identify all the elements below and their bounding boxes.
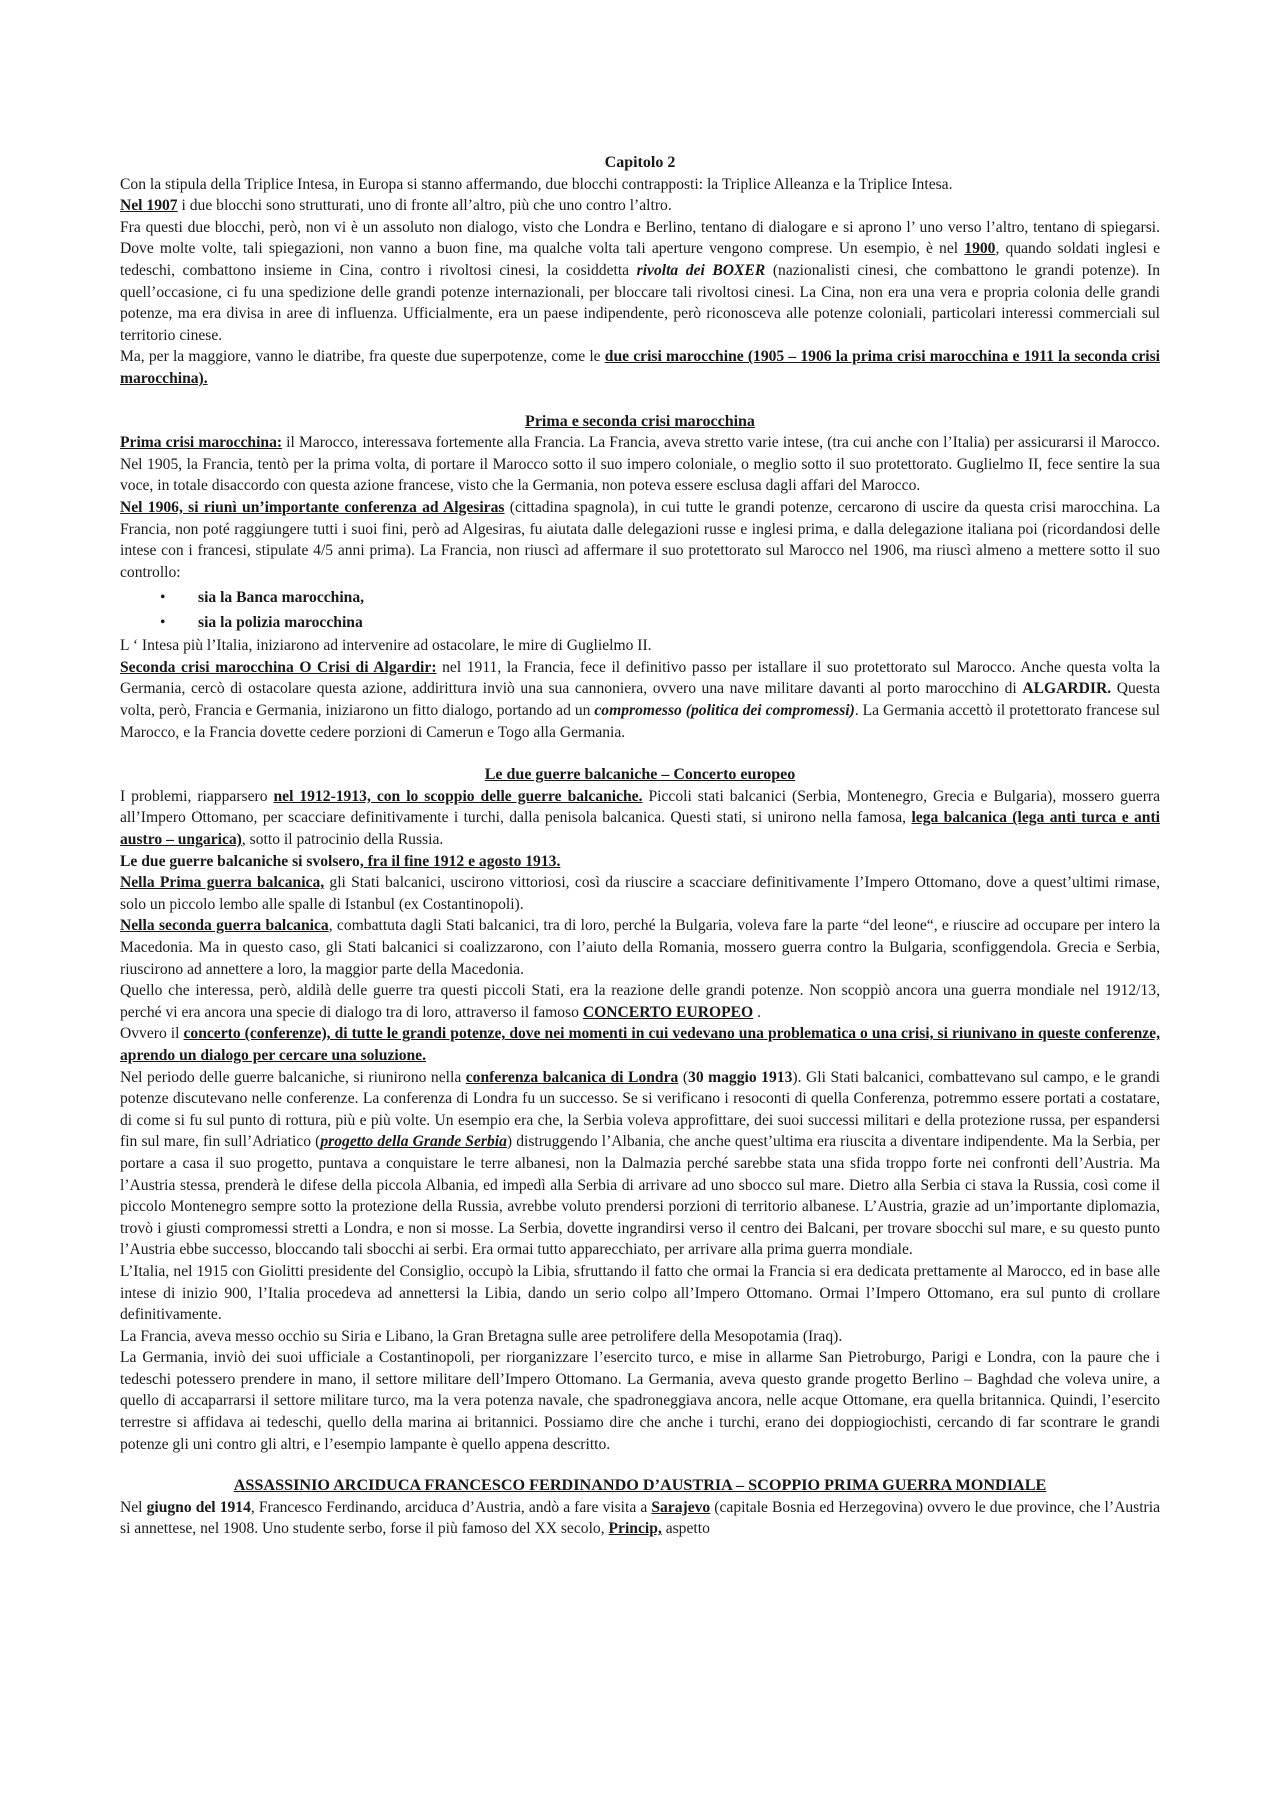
algesiras-paragraph: Nel 1906, si riunì un’importante conferenza ad Algesiras (cittadina spagnola), in cui tutte le grandi potenze, cercarono di uscire da questa crisi marocchina. La Francia, non poté raggiungere tutti i suoi fini, però ad Algesiras, fu aiutata dalle delegazioni russe e inglesi prima, e dalla delegazione italiana poi (ricordandosi delle intese con i francesi, stipulate 4/5 anni prima). La Francia, non riuscì ad affermare il suo protettorato sul Marocco nel 1906, ma riuscì almeno a mettere sotto il suo controllo: (120, 498, 1160, 581)
second-crisis-paragraph: Seconda crisi marocchina O Crisi di Algardir: nel 1911, la Francia, fece il definitivo passo per istallare il suo protettorato sul Marocco. Anche questa volta la Germania, cercò di ostacolare questa azione, addirittura inviò una sua cannoniera, ovvero una nave militare davanti al porto marocchino di ALGARDIR. Questa volta, però, Francia e Germania, iniziarono un fitto dialogo, portando ad un compromesso (politica dei compromessi). La Germania accettò il protettorato francese sul Marocco, e la Francia dovette cedere porzioni di Camerun e Togo alla Germania. (120, 658, 1160, 741)
compromise-term: compromesso (politica dei compromessi) (594, 702, 855, 720)
sarajevo: Sarajevo (651, 1498, 711, 1516)
intro-paragraph-3: Fra questi due blocchi, però, non vi è un assoluto non dialogo, visto che Londra e Berlino, tentano di dialogare e si aprono l’ uno verso l’altro, tentano di spiegarsi. Dove molte volte, tali spiegazioni, non vanno a buon fine, ma qualche volta tali aperture vengono comprese. Un esempio, è nel 1900, quando soldati inglesi e tedeschi, combattono insieme in Cina, contro i rivoltosi cinesi, la cosiddetta rivolta dei BOXER (nazionalisti cinesi, che combattono le grandi potenze). In quell’occasione, ci fu una spedizione delle grandi potenze internazionali, per bloccare tali rivoltosi cinesi. La Cina, non era una vera e propria colonia delle grandi potenze, ma era divisa in aree di influenza. Ufficialmente, era un paese indipendente, però riconosceva alle potenze coloniali, particolari interessi commerciali sul territorio cinese. (120, 218, 1161, 344)
year-1900: 1900 (964, 240, 996, 258)
balkan-league: lega balcanica (lega anti turca e anti austro – ungarica) (120, 809, 1161, 849)
port-algardir: ALGARDIR. (1022, 680, 1112, 698)
italy-libya-paragraph: L’Italia, nel 1915 con Giolitti presidente del Consiglio, occupò la Libia, sfruttando il fatto che ormai la Francia si era dedicata prettamente al Marocco, ed in base alle intese di inizio 900, l’Italia procedeva ad annettersi la Libia, dando un serio colpo all’Impero Ottomano. Ormai l’Impero Ottomano, era sul punto di crollare definitivamente. (120, 1262, 1160, 1324)
heading-moroccan-crises: Prima e seconda crisi marocchina (525, 412, 755, 430)
first-crisis-paragraph: Prima crisi marocchina: il Marocco, interessava fortemente alla Francia. La Francia, aveva stretto varie intese, (tra cui anche con l’Italia) per assicurarsi il Marocco. Nel 1905, la Francia, tentò per la prima volta, di portare il Marocco sotto il suo impero coloniale, o meglio sotto il suo protettorato. Guglielmo II, fece sentire la sua voce, in totale disaccordo con questa azione francese, visto che la Germania, non poteva essere esclusa dagli affari del Marocco. (120, 434, 1161, 495)
assassination-paragraph: Nel giugno del 1914, Francesco Ferdinando, arciduca d’Austria, andò a fare visita a Sarajevo (capitale Bosnia ed Herzegovina) ovvero le due province, che l’Austria si annettese, nel 1908. Uno studente serbo, forse il più famoso del XX secolo, Princip, aspetto (120, 1498, 1160, 1538)
second-crisis-label: Seconda crisi marocchina O Crisi di Algardir: (120, 658, 437, 676)
london-conference-paragraph: Nel periodo delle guerre balcaniche, si riunirono nella conferenza balcanica di Londra (30 maggio 1913). Gli Stati balcanici, combattevano sul campo, e le grandi potenze discutevano nelle conferenze. La conferenza di Londra fu un successo. Se si verificano i resoconti di quella Conferenza, potremmo essere portati a costatare, di come si fu sul punto di rottura, più e più volte. Un esempio era che, la Serbia voleva approfittare, dei suoi successi militari e della protezione russa, per espandersi fin sul mare, fin sull’Adriatico (progetto della Grande Serbia) distruggendo l’Albania, che anche quest’ultima era riuscita a diventare indipendente. Ma la Serbia, per portare a casa il suo progetto, puntava a conquistare le terre albanesi, non la Dalmazia perché sarebbe stata una sfida troppo forte nei confronti dell’Austria. Ma l’Austria stessa, prenderà le difese della piccola Albania, ed impedì alla Serbia di arrivare ad uno sbocco sul mare. Dietro alla Serbia ci stava la Russia, così come il piccolo Montenegro sempre sotto la protezione della Russia, avrebbe voluto prendersi porzioni di territorio albanese. L’Austria, grazie ad un’importante diplomazia, trovò i giusti compromessi stretti a Londra, e non si mosse. La Serbia, dovette ingrandirsi verso il centro dei Balcani, per trovare sbocchi sul mare, e su questo punto l’Austria ebbe successo, bloccando tali sbocchi ai serbi. Era ormai tutto apparecchiato, per arrivare alla prima guerra mondiale. (120, 1068, 1161, 1259)
list-item: • sia la polizia marocchina (120, 610, 1160, 635)
first-crisis-label: Prima crisi marocchina: (120, 434, 283, 452)
intesa-paragraph: L ‘ Intesa più l’Italia, iniziarono ad intervenire ad ostacolare, le mire di Guglielmo II. (120, 637, 652, 655)
first-balkan-war-paragraph: Nella Prima guerra balcanica, gli Stati balcanici, uscirono vittoriosi, così da riuscire a scacciare definitivamente l’Impero Ottomano, dove a quest’ultimi rimase, solo un piccolo lembo alle spalle di Istanbul (ex Costantinopoli). (120, 874, 1161, 913)
year-1907: Nel 1907 (120, 197, 178, 215)
balkans-paragraph-2: Le due guerre balcaniche si svolsero, fra il fine 1912 e agosto 1913. (120, 852, 561, 870)
intro-paragraph-4: Ma, per la maggiore, vanno le diatribe, fra queste due superpotenze, come le due crisi marocchine (1905 – 1906 la prima crisi marocchina e 1911 la seconda crisi marocchina). (120, 348, 1161, 387)
document-page (120, 152, 1160, 1540)
second-balkan-war-paragraph: Nella seconda guerra balcanica, combattuta dagli Stati balcanici, tra di loro, perché la Bulgaria, voleva fare la parte “del leone“, e riuscire ad occupare per intero la Macedonia. Ma in questo caso, gli Stati balcanici si coalizzarono, con l’aiuto della Romania, mossero guerra contro la Bulgaria, sconfiggendola. Grecia e Serbia, riuscirono ad annettere a loro, la maggior parte della Macedonia. (120, 917, 1160, 978)
princip: Princip, (608, 1520, 662, 1538)
intro-paragraph-2: Nel 1907 i due blocchi sono strutturati, uno di fronte all’altro, più che uno contro l’altro. (120, 197, 672, 215)
heading-balkan-wars: Le due guerre balcaniche – Concerto europeo (484, 766, 796, 784)
balkans-paragraph-5: Quello che interessa, però, aldilà delle guerre tra questi piccoli Stati, era la reazione delle grandi potenze. Non scoppiò ancora una guerra mondiale nel 1912/13, perché vi era ancora una specie di dialogo tra di loro, attraverso il famoso CONCERTO EUROPEO . (120, 982, 1160, 1021)
algesiras-label: Nel 1906, si riunì un’importante conferenza ad Algesiras (120, 498, 505, 516)
intro-paragraph-1: Con la stipula della Triplice Intesa, in Europa si stanno affermando, due blocchi contrapposti: la Triplice Alleanza e la Triplice Intesa. (120, 175, 953, 193)
london-conference: conferenza balcanica di Londra (465, 1068, 679, 1086)
moroccan-crises-emphasis: due crisi marocchine (1905 – 1906 la prima crisi marocchina e 1911 la seconda crisi marocchina). (120, 348, 1161, 387)
list-item: • sia la Banca marocchina, (120, 585, 1160, 610)
bullet-icon: • (160, 614, 166, 632)
chapter-title: Capitolo 2 (604, 154, 676, 171)
control-list (120, 585, 1160, 635)
heading-assassination: ASSASSINIO ARCIDUCA FRANCESCO FERDINANDO D’AUSTRIA – SCOPPIO PRIMA GUERRA MONDIALE (233, 1476, 1047, 1495)
france-britain-paragraph: La Francia, aveva messo occhio su Siria e Libano, la Gran Bretagna sulle aree petrolifere della Mesopotamia (Iraq). (120, 1327, 843, 1345)
concerto-europeo: CONCERTO EUROPEO (582, 1003, 754, 1021)
greater-serbia-project: progetto della Grande Serbia (320, 1133, 507, 1151)
balkans-paragraph-1: I problemi, riapparsero nel 1912-1913, con lo scoppio delle guerre balcaniche. Piccoli stati balcanici (Serbia, Montenegro, Grecia e Bulgaria), mossero guerra all’Impero Ottomano, per scacciare definitivamente i turchi, dalla penisola balcanica. Questi stati, si unirono nella famosa, lega balcanica (lega anti turca e anti austro – ungarica), sotto il patrocinio della Russia. (120, 787, 1161, 849)
balkans-paragraph-6: Ovvero il concerto (conferenze), di tutte le grandi potenze, dove nei momenti in cui vedevano una problematica o una crisi, si riunivano in queste conferenze, aprendo un dialogo per cercare una soluzione. (120, 1025, 1160, 1064)
boxer-rebellion: rivolta dei BOXER (636, 261, 766, 279)
bullet-icon: • (160, 589, 166, 607)
germany-paragraph: La Germania, inviò dei suoi ufficiale a Costantinopoli, per riorganizzare l’esercito turco, e mise in allarme San Pietroburgo, Parigi e Londra, con la paure che i tedeschi potessero prendere in mano, il settore militare dell’Impero Ottomano. La Germania, aveva questo grande progetto Berlino – Baghdad che voleva unire, a quello di accaparrarsi il settore militare turco, ma la vera potenza navale, che spadroneggiava ancora, nelle acque Ottomane, era quella britannica. Quindi, l’esercito terrestre si affidava ai tedeschi, quello della marina ai britannici. Possiamo dire che anche i turchi, erano dei doppiogiochisti, cercando di far scontrare le grandi potenze gli uni contro gli altri, e l’esempio lampante è quello appena descritto. (120, 1349, 1160, 1453)
